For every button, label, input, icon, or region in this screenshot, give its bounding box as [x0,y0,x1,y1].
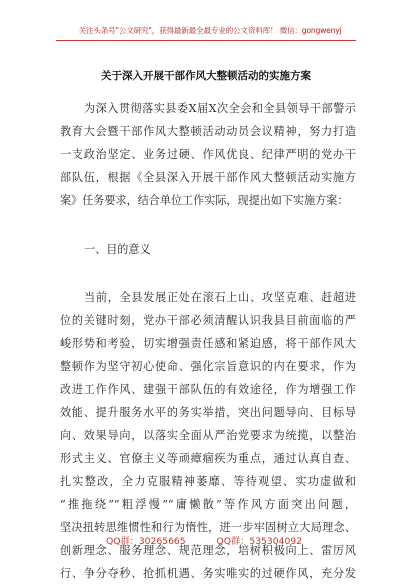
paragraph-line: 位的关键时刻，党办干部必须清醒认识我县目前面临的严 [60,314,356,327]
paragraph-line: 坚决扭转思维惯性和行为惰性，进一步牢固树立大局理念、 [60,521,356,534]
paragraph-line: 峻形势和考验，切实增强责任感和紧迫感，将干部作风大 [60,337,356,350]
paragraph-line: 创新理念、服务理念、规范理念，培树积极向上、雷厉风 [60,544,356,557]
footer-qq-group-2: QQ群：535304092 [216,536,302,547]
paragraph-line: 当前，全县发展正处在滚石上山、攻坚克难、赶超进 [84,291,356,304]
paragraph-line: 向、效果导向，以落实全面从严治党要求为统揽，以整治 [60,429,356,442]
paragraph-line: 形式主义、官僚主义等顽瘴痼疾为重点，通过认真自查、 [60,452,356,465]
footer-contacts [0,533,408,547]
paragraph-line: 教育大会暨干部作风大整顿活动动员会议精神，努力打造 [60,125,356,138]
paragraph-line: 为深入贯彻落实县委X届X次全会和全县领导干部警示 [84,102,356,115]
header-banner: 关注头条号"公文研究"，获得最新最全最专业的公文资料库！ 微信：gongwenyj [78,26,342,35]
footer-qq-group-1: QQ群：30265665 [106,536,186,547]
paragraph-line: “推拖绕”“粗浮慢”“庸懒散”等作风方面突出问题， [60,498,356,511]
section-heading: 一、目的意义 [84,243,151,256]
header-divider [56,40,356,41]
paragraph-line: 案》任务要求，结合单位工作实际，现提出如下实施方案： [60,194,349,207]
paragraph-line: 整顿作为坚守初心使命、强化宗旨意识的内在要求，作为 [60,360,356,373]
paragraph-line: 行、争分夺秒、抢抓机遇、务实唯实的过硬作风，充分发 [60,567,356,580]
intro-paragraph [60,97,356,212]
paragraph-line: 效能、提升服务水平的务实举措，突出问题导向、目标导 [60,406,356,419]
paragraph-line: 一支政治坚定、业务过硬、作风优良、纪律严明的党办干 [60,148,356,161]
paragraph-line: 改进工作作风、建强干部队伍的有效途径，作为增强工作 [60,383,356,396]
paragraph-line: 部队伍，根据《全县深入开展干部作风大整顿活动实施方 [60,171,356,184]
document-title: 关于深入开展干部作风大整顿活动的实施方案 [101,70,311,82]
paragraph-line: 扎实整改，全力克服精神萎靡、等待观望、实功虚做和 [60,475,356,488]
